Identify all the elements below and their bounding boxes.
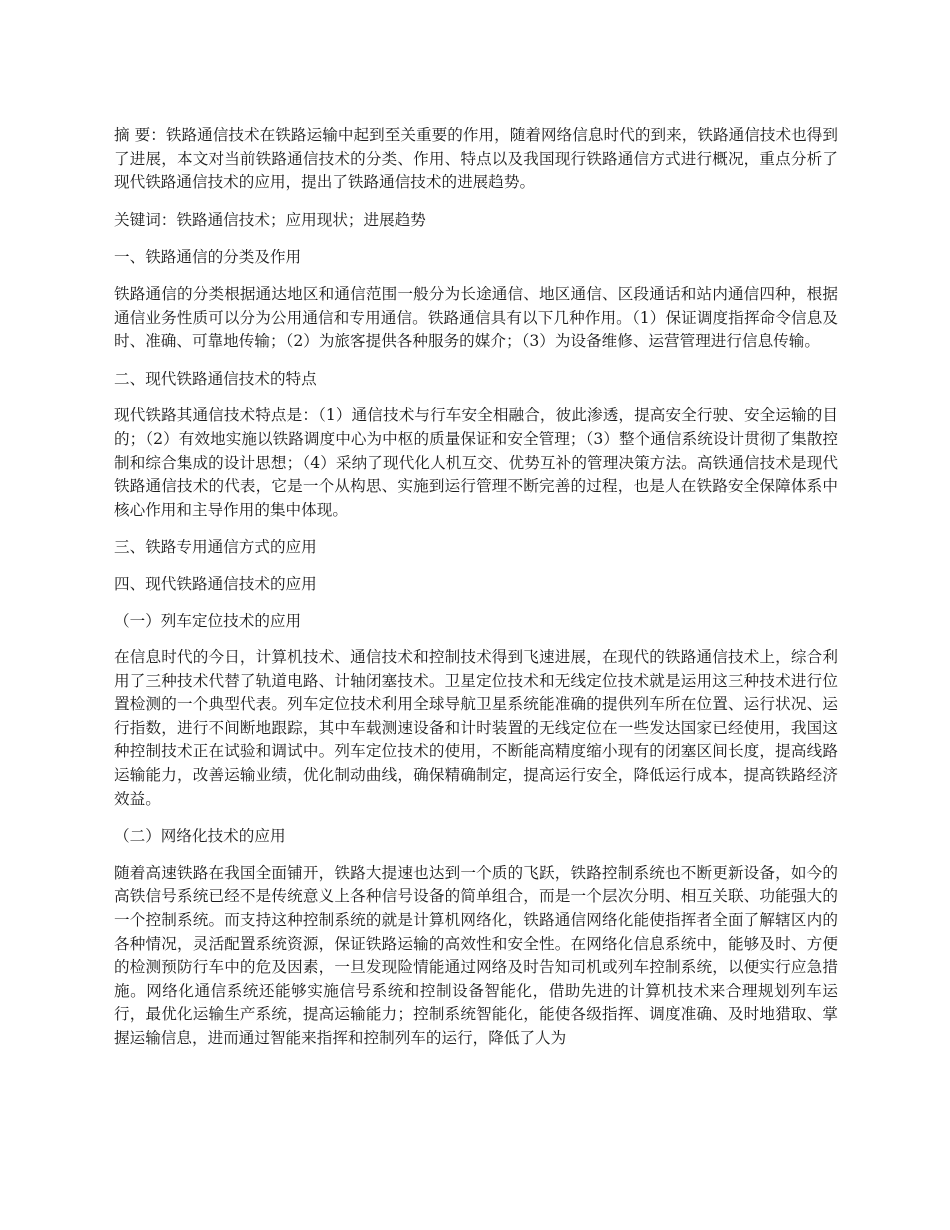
keywords-line: 关键词：铁路通信技术；应用现状；进展趋势 <box>114 210 426 229</box>
subsection-4-2-heading: （二）网络化技术的应用 <box>114 827 286 846</box>
section-2-paragraph: 现代铁路其通信技术特点是：（1）通信技术与行车安全相融合，彼此渗透，提高安全行驶、安全运输的目的；（2）有效地实施以铁路调度中心为中枢的质量保证和安全管理；（3）整个通信系统设计贯彻了集散控制和综合集成的设计思想；（4）采纳了现代化人机互交、优势互补的管理决策方法。高铁通信技术是现代铁路通信技术的代表，它是一个从构思、实施到运行管理不断完善的过程，也是人在铁路安全保障体系中核心作用和主导作用的集中体现。 <box>114 406 838 519</box>
section-1-paragraph: 铁路通信的分类根据通达地区和通信范围一般分为长途通信、地区通信、区段通话和站内通信四种，根据通信业务性质可以分为公用通信和专用通信。铁路通信具有以下几种作用。（1）保证调度指挥命令信息及时、准确、可靠地传输；（2）为旅客提供各种服务的媒介；（3）为设备维修、运营管理进行信息传输。 <box>114 284 838 351</box>
subsection-4-2-paragraph: 随着高速铁路在我国全面铺开，铁路大提速也达到一个质的飞跃，铁路控制系统也不断更新设备，如今的高铁信号系统已经不是传统意义上各种信号设备的简单组合，而是一个层次分明、相互关联、功能强大的一个控制系统。而支持这种控制系统的就是计算机网络化，铁路通信网络化能使指挥者全面了解辖区内的各种情况，灵活配置系统资源，保证铁路运输的高效性和安全性。在网络化信息系统中，能够及时、方便的检测预防行车中的危及因素，一旦发现险情能通过网络及时告知司机或列车控制系统，以便实行应急措施。网络化通信系统还能够实施信号系统和控制设备智能化，借助先进的计算机技术来合理规划列车运行，最优化运输生产系统，提高运输能力；控制系统智能化，能使各级指挥、调度准确、及时地猎取、掌握运输信息，进而通过智能来指挥和控制列车的运行，降低了人为 <box>114 863 838 1047</box>
section-2-heading: 二、现代铁路通信技术的特点 <box>114 369 317 388</box>
abstract-paragraph: 摘 要：铁路通信技术在铁路运输中起到至关重要的作用，随着网络信息时代的到来，铁路通信技术也得到了进展，本文对当前铁路通信技术的分类、作用、特点以及我国现行铁路通信方式进行概况，重点分析了现代铁路通信技术的应用，提出了铁路通信技术的进展趋势。 <box>114 126 838 192</box>
section-3-heading: 三、铁路专用通信方式的应用 <box>114 538 317 557</box>
subsection-4-1-heading: （一）列车定位技术的应用 <box>114 611 302 630</box>
section-1-heading: 一、铁路通信的分类及作用 <box>114 248 302 267</box>
section-4-heading: 四、现代铁路通信技术的应用 <box>114 574 317 593</box>
subsection-4-1-paragraph: 在信息时代的今日，计算机技术、通信技术和控制技术得到飞速进展，在现代的铁路通信技术上，综合利用了三种技术代替了轨道电路、计轴闭塞技术。卫星定位技术和无线定位技术就是运用这三种技术进行位置检测的一个典型代表。列车定位技术利用全球导航卫星系统能准确的提供列车所在位置、运行状况、运行指数，进行不间断地跟踪，其中车载测速设备和计时装置的无线定位在一些发达国家已经使用，我国这种控制技术正在试验和调试中。列车定位技术的使用，不断能高精度缩小现有的闭塞区间长度，提高线路运输能力，改善运输业绩，优化制动曲线，确保精确制定，提高运行安全，降低运行成本，提高铁路经济效益。 <box>114 648 838 808</box>
